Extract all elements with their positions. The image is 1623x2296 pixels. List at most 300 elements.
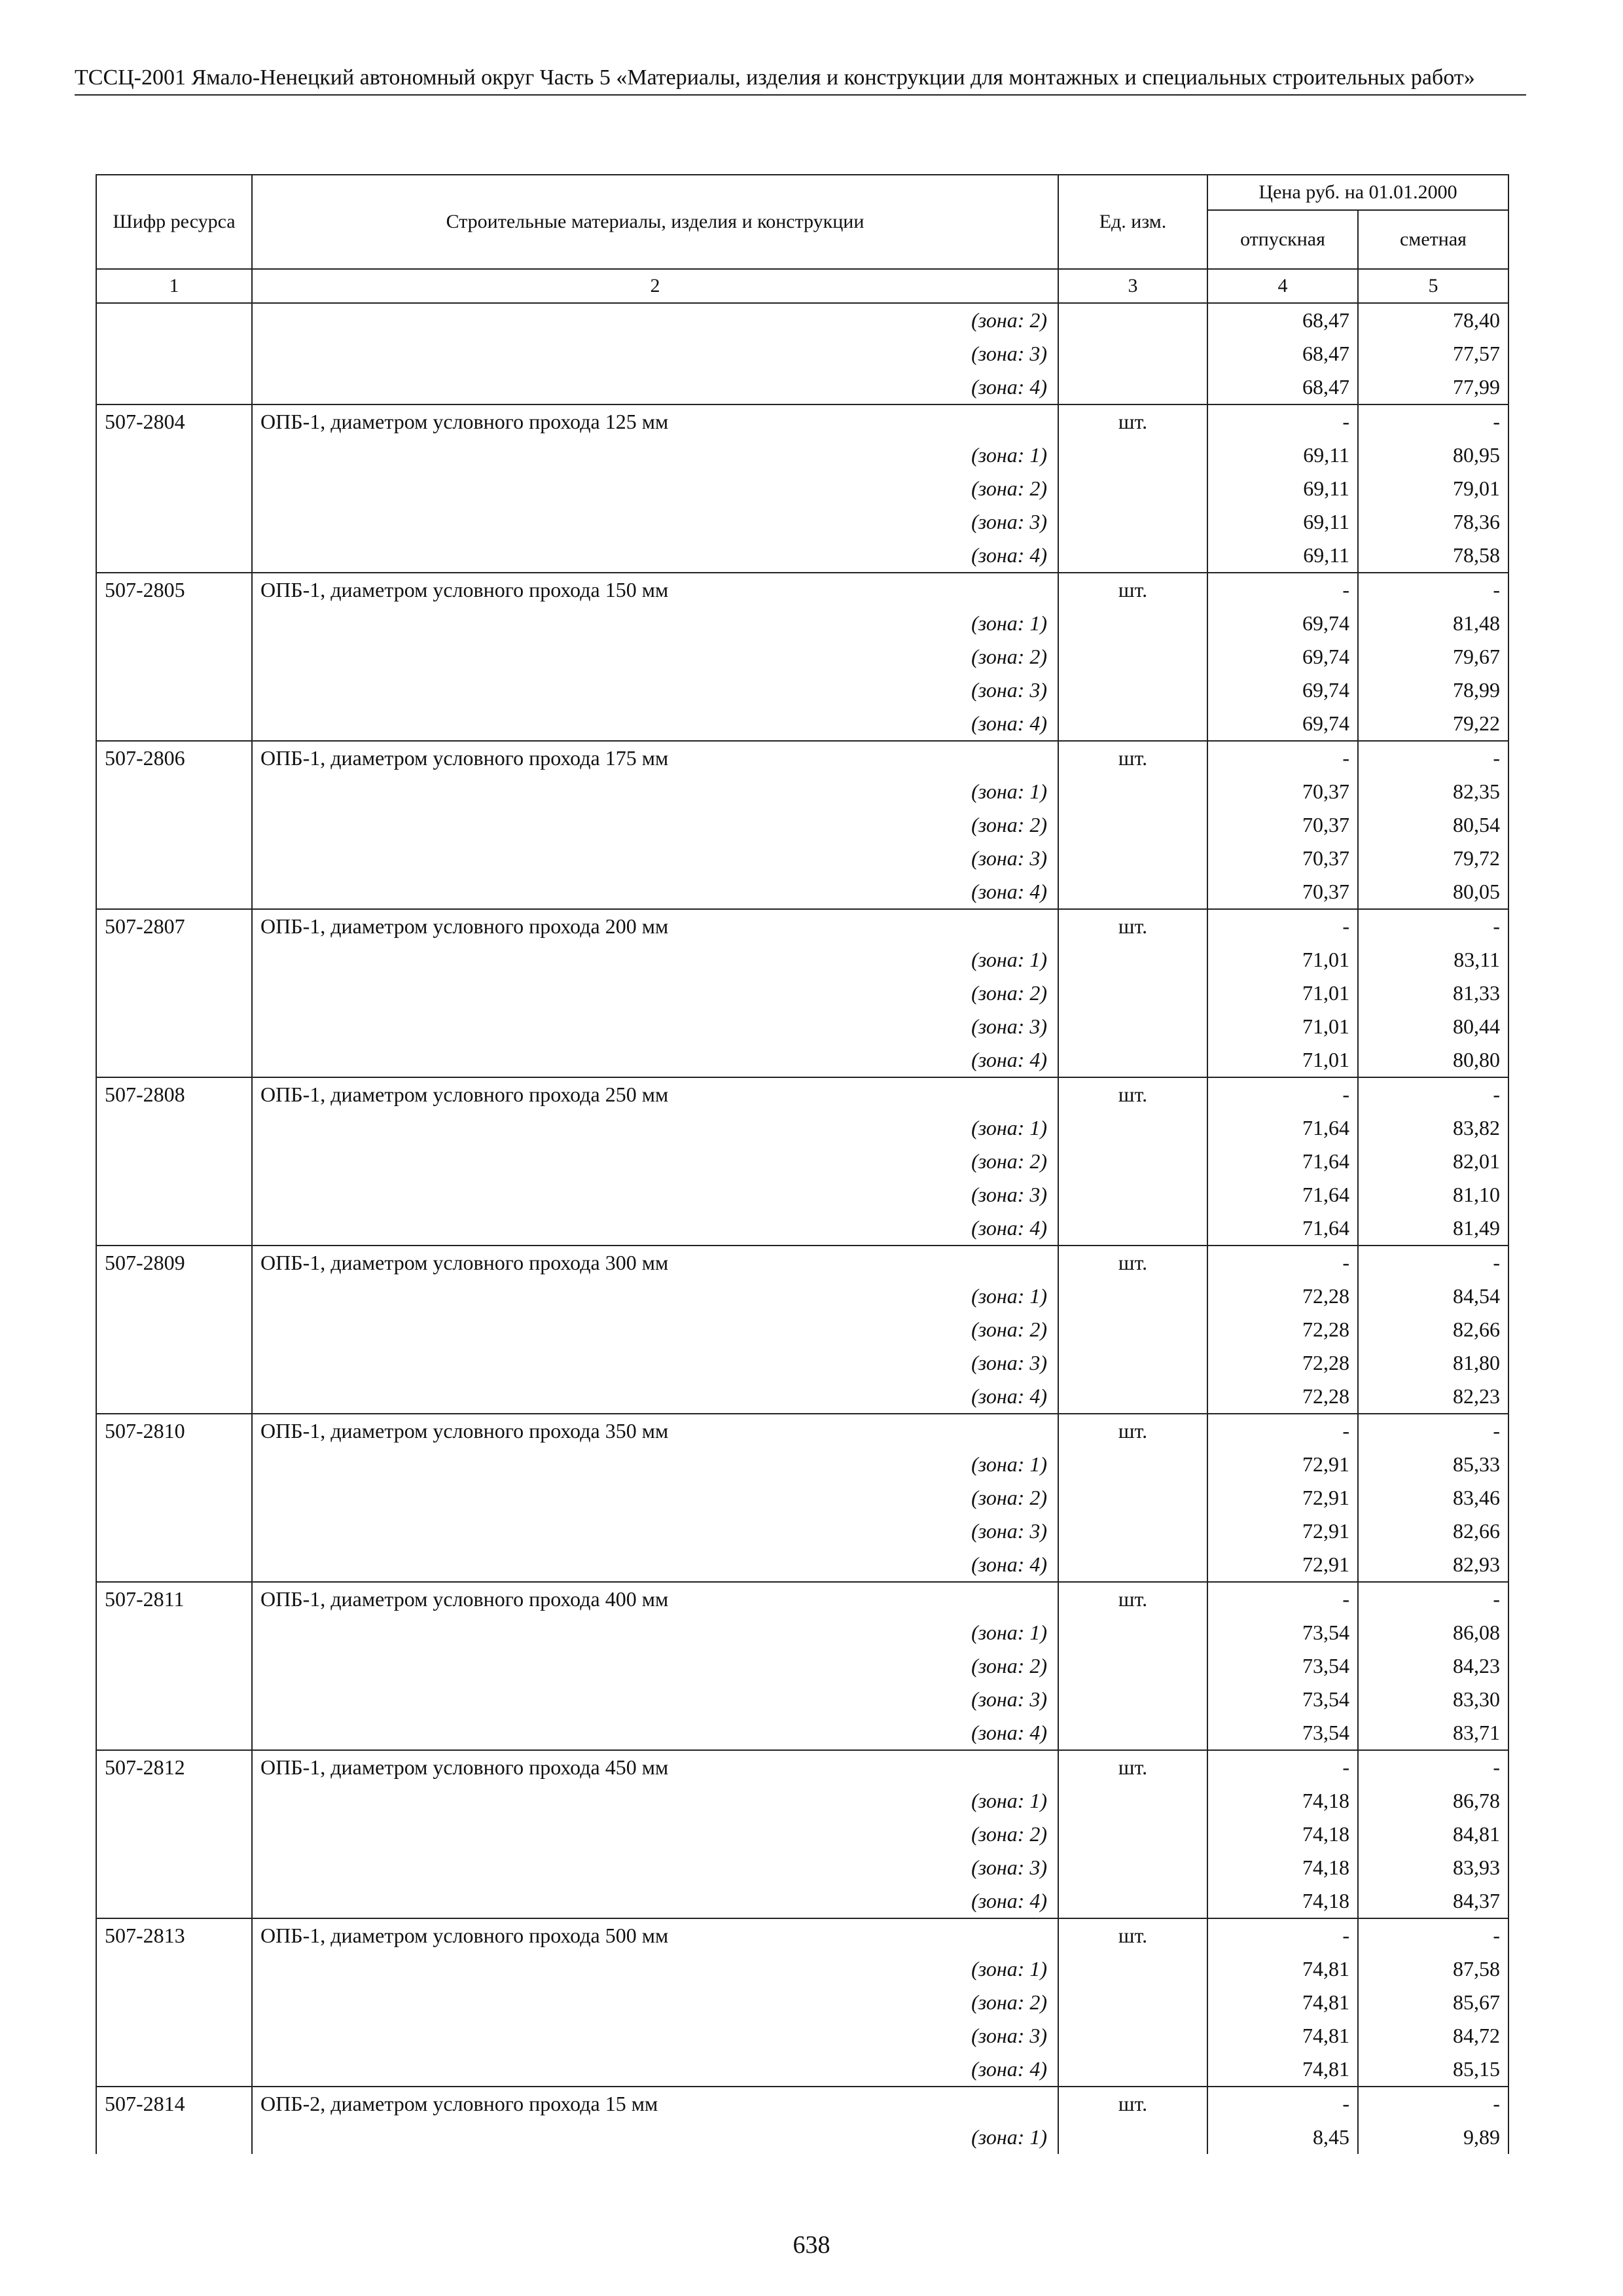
- resource-unit: шт.: [1058, 573, 1207, 607]
- release-price: 71,01: [1207, 1010, 1358, 1043]
- estimate-price: -: [1358, 1077, 1508, 1111]
- resource-code-cell: [96, 2053, 252, 2087]
- zone-row: [96, 2053, 1508, 2087]
- unit-cell: [1058, 673, 1207, 707]
- unit-cell: [1058, 1280, 1207, 1313]
- zone-row: [96, 1010, 1508, 1043]
- unit-cell: [1058, 1515, 1207, 1548]
- resource-code-cell: [96, 1515, 252, 1548]
- estimate-price: -: [1358, 404, 1508, 439]
- estimate-price: -: [1358, 2087, 1508, 2121]
- unit-cell: [1058, 439, 1207, 472]
- estimate-price: 84,54: [1358, 1280, 1508, 1313]
- zone-row: [96, 977, 1508, 1010]
- unit-cell: [1058, 977, 1207, 1010]
- unit-cell: [1058, 943, 1207, 977]
- zone-label: (зона: 4): [252, 707, 1058, 741]
- zone-label: (зона: 3): [252, 1010, 1058, 1043]
- resource-unit: шт.: [1058, 1750, 1207, 1784]
- resource-code-cell: [96, 607, 252, 640]
- release-price: 73,54: [1207, 1716, 1358, 1750]
- zone-label: (зона: 1): [252, 1616, 1058, 1649]
- estimate-price: 81,49: [1358, 1211, 1508, 1246]
- unit-cell: [1058, 640, 1207, 673]
- resource-code: 507-2809: [96, 1246, 252, 1280]
- release-price: 70,37: [1207, 842, 1358, 875]
- zone-label: (зона: 2): [252, 472, 1058, 505]
- resource-unit: шт.: [1058, 2087, 1207, 2121]
- unit-cell: [1058, 1548, 1207, 1582]
- zone-label: (зона: 4): [252, 539, 1058, 573]
- release-price: 72,28: [1207, 1380, 1358, 1414]
- zone-row: [96, 1986, 1508, 2019]
- resource-code: 507-2812: [96, 1750, 252, 1784]
- header-price-estimate: сметная: [1358, 210, 1508, 269]
- resource-code: 507-2807: [96, 909, 252, 943]
- release-price: -: [1207, 1077, 1358, 1111]
- resource-code-cell: [96, 1111, 252, 1145]
- release-price: 70,37: [1207, 808, 1358, 842]
- unit-cell: [1058, 2121, 1207, 2154]
- estimate-price: 82,23: [1358, 1380, 1508, 1414]
- zone-label: (зона: 2): [252, 1649, 1058, 1683]
- zone-label: (зона: 4): [252, 370, 1058, 404]
- zone-row: [96, 842, 1508, 875]
- estimate-price: 83,46: [1358, 1481, 1508, 1515]
- release-price: 74,18: [1207, 1851, 1358, 1884]
- release-price: 71,64: [1207, 1178, 1358, 1211]
- estimate-price: 78,58: [1358, 539, 1508, 573]
- zone-label: (зона: 2): [252, 1145, 1058, 1178]
- estimate-price: -: [1358, 741, 1508, 775]
- resource-name: ОПБ-1, диаметром условного прохода 125 мм: [252, 404, 1058, 439]
- zone-row: [96, 505, 1508, 539]
- zone-label: (зона: 1): [252, 943, 1058, 977]
- zone-label: (зона: 1): [252, 1280, 1058, 1313]
- estimate-price: 83,11: [1358, 943, 1508, 977]
- resource-code: 507-2811: [96, 1582, 252, 1616]
- unit-cell: [1058, 1649, 1207, 1683]
- estimate-price: 83,82: [1358, 1111, 1508, 1145]
- estimate-price: 81,33: [1358, 977, 1508, 1010]
- zone-label: (зона: 4): [252, 875, 1058, 909]
- zone-label: (зона: 2): [252, 303, 1058, 337]
- resource-code-cell: [96, 2121, 252, 2154]
- column-number: 4: [1207, 269, 1358, 303]
- release-price: 74,18: [1207, 1818, 1358, 1851]
- resource-unit: шт.: [1058, 741, 1207, 775]
- document-title: ТССЦ-2001 Ямало-Ненецкий автономный округ Часть 5 «Материалы, изделия и конструкции для монтажных и специальных строительных работ»: [75, 65, 1475, 90]
- estimate-price: 9,89: [1358, 2121, 1508, 2154]
- estimate-price: 82,66: [1358, 1515, 1508, 1548]
- unit-cell: [1058, 1716, 1207, 1750]
- resource-code-cell: [96, 439, 252, 472]
- zone-row: [96, 1380, 1508, 1414]
- release-price: -: [1207, 1582, 1358, 1616]
- column-number: 1: [96, 269, 252, 303]
- resource-unit: шт.: [1058, 1582, 1207, 1616]
- unit-cell: [1058, 337, 1207, 370]
- estimate-price: -: [1358, 909, 1508, 943]
- resource-unit: шт.: [1058, 404, 1207, 439]
- release-price: 72,28: [1207, 1280, 1358, 1313]
- estimate-price: 85,67: [1358, 1986, 1508, 2019]
- release-price: 69,74: [1207, 707, 1358, 741]
- estimate-price: -: [1358, 1582, 1508, 1616]
- estimate-price: 82,66: [1358, 1313, 1508, 1346]
- zone-row: [96, 1043, 1508, 1077]
- release-price: 68,47: [1207, 337, 1358, 370]
- zone-label: (зона: 2): [252, 808, 1058, 842]
- column-number: 2: [252, 269, 1058, 303]
- unit-cell: [1058, 1010, 1207, 1043]
- release-price: 72,28: [1207, 1346, 1358, 1380]
- estimate-price: 81,10: [1358, 1178, 1508, 1211]
- release-price: 71,64: [1207, 1145, 1358, 1178]
- zone-row: [96, 1145, 1508, 1178]
- resource-row: [96, 573, 1508, 607]
- unit-cell: [1058, 842, 1207, 875]
- release-price: -: [1207, 1246, 1358, 1280]
- estimate-price: 80,95: [1358, 439, 1508, 472]
- resource-code-cell: [96, 2019, 252, 2053]
- resource-row: [96, 1918, 1508, 1952]
- release-price: 69,74: [1207, 607, 1358, 640]
- unit-cell: [1058, 472, 1207, 505]
- resource-code-cell: [96, 943, 252, 977]
- release-price: 69,74: [1207, 640, 1358, 673]
- resource-code-cell: [96, 1481, 252, 1515]
- resource-code-cell: [96, 1716, 252, 1750]
- estimate-price: 80,44: [1358, 1010, 1508, 1043]
- unit-cell: [1058, 1448, 1207, 1481]
- unit-cell: [1058, 1178, 1207, 1211]
- unit-cell: [1058, 1111, 1207, 1145]
- resource-code-cell: [96, 1313, 252, 1346]
- unit-cell: [1058, 505, 1207, 539]
- zone-label: (зона: 3): [252, 1515, 1058, 1548]
- zone-row: [96, 2019, 1508, 2053]
- zone-label: (зона: 2): [252, 1313, 1058, 1346]
- release-price: 72,91: [1207, 1515, 1358, 1548]
- zone-row: [96, 1548, 1508, 1582]
- header-unit: Ед. изм.: [1058, 175, 1207, 269]
- header-code: Шифр ресурса: [96, 175, 252, 269]
- unit-cell: [1058, 1145, 1207, 1178]
- unit-cell: [1058, 2019, 1207, 2053]
- resource-name: ОПБ-1, диаметром условного прохода 450 мм: [252, 1750, 1058, 1784]
- zone-row: [96, 1178, 1508, 1211]
- release-price: -: [1207, 1918, 1358, 1952]
- document-header: [75, 64, 1526, 96]
- unit-cell: [1058, 607, 1207, 640]
- unit-cell: [1058, 1211, 1207, 1246]
- zone-row: [96, 707, 1508, 741]
- zone-row: [96, 607, 1508, 640]
- zone-row: [96, 303, 1508, 337]
- zone-row: [96, 1280, 1508, 1313]
- zone-label: (зона: 2): [252, 1818, 1058, 1851]
- resource-name: ОПБ-1, диаметром условного прохода 300 мм: [252, 1246, 1058, 1280]
- resource-row: [96, 1414, 1508, 1448]
- zone-label: (зона: 3): [252, 842, 1058, 875]
- zone-label: (зона: 1): [252, 2121, 1058, 2154]
- estimate-price: 79,22: [1358, 707, 1508, 741]
- resource-code: 507-2814: [96, 2087, 252, 2121]
- release-price: 73,54: [1207, 1649, 1358, 1683]
- estimate-price: 79,72: [1358, 842, 1508, 875]
- release-price: -: [1207, 909, 1358, 943]
- resource-name: ОПБ-1, диаметром условного прохода 400 мм: [252, 1582, 1058, 1616]
- zone-label: (зона: 2): [252, 1481, 1058, 1515]
- resource-code-cell: [96, 1616, 252, 1649]
- release-price: 68,47: [1207, 370, 1358, 404]
- header-price-release: отпускная: [1207, 210, 1358, 269]
- estimate-price: -: [1358, 1750, 1508, 1784]
- zone-label: (зона: 1): [252, 607, 1058, 640]
- zone-row: [96, 1211, 1508, 1246]
- zone-row: [96, 1515, 1508, 1548]
- release-price: 71,01: [1207, 1043, 1358, 1077]
- release-price: 72,91: [1207, 1481, 1358, 1515]
- unit-cell: [1058, 808, 1207, 842]
- estimate-price: 80,54: [1358, 808, 1508, 842]
- zone-label: (зона: 4): [252, 1548, 1058, 1582]
- resource-code-cell: [96, 640, 252, 673]
- zone-label: (зона: 2): [252, 1986, 1058, 2019]
- zone-row: [96, 775, 1508, 808]
- zone-row: [96, 1649, 1508, 1683]
- resource-row: [96, 2087, 1508, 2121]
- resource-unit: шт.: [1058, 1246, 1207, 1280]
- resource-code-cell: [96, 1884, 252, 1918]
- zone-row: [96, 808, 1508, 842]
- price-table-container: [96, 174, 1508, 2154]
- resource-code-cell: [96, 1683, 252, 1716]
- estimate-price: 83,30: [1358, 1683, 1508, 1716]
- zone-label: (зона: 1): [252, 1784, 1058, 1818]
- estimate-price: 84,23: [1358, 1649, 1508, 1683]
- release-price: 74,81: [1207, 1952, 1358, 1986]
- resource-code-cell: [96, 1952, 252, 1986]
- release-price: 71,64: [1207, 1211, 1358, 1246]
- resource-unit: шт.: [1058, 1414, 1207, 1448]
- zone-label: (зона: 4): [252, 2053, 1058, 2087]
- resource-code-cell: [96, 303, 252, 337]
- resource-row: [96, 1246, 1508, 1280]
- estimate-price: 79,67: [1358, 640, 1508, 673]
- resource-code-cell: [96, 337, 252, 370]
- resource-code-cell: [96, 707, 252, 741]
- zone-label: (зона: 1): [252, 775, 1058, 808]
- unit-cell: [1058, 1818, 1207, 1851]
- header-price-group: Цена руб. на 01.01.2000: [1207, 175, 1508, 210]
- estimate-price: -: [1358, 1414, 1508, 1448]
- estimate-price: 80,05: [1358, 875, 1508, 909]
- release-price: -: [1207, 1414, 1358, 1448]
- zone-row: [96, 439, 1508, 472]
- column-number: 3: [1058, 269, 1207, 303]
- resource-row: [96, 741, 1508, 775]
- resource-code: 507-2805: [96, 573, 252, 607]
- unit-cell: [1058, 1043, 1207, 1077]
- resource-code-cell: [96, 539, 252, 573]
- estimate-price: 87,58: [1358, 1952, 1508, 1986]
- resource-code-cell: [96, 1010, 252, 1043]
- release-price: 74,18: [1207, 1784, 1358, 1818]
- release-price: 72,91: [1207, 1448, 1358, 1481]
- zone-row: [96, 1616, 1508, 1649]
- zone-row: [96, 539, 1508, 573]
- estimate-price: 82,93: [1358, 1548, 1508, 1582]
- unit-cell: [1058, 1313, 1207, 1346]
- release-price: -: [1207, 573, 1358, 607]
- release-price: 74,81: [1207, 2053, 1358, 2087]
- resource-code: 507-2813: [96, 1918, 252, 1952]
- release-price: 69,11: [1207, 505, 1358, 539]
- column-number: 5: [1358, 269, 1508, 303]
- zone-row: [96, 875, 1508, 909]
- resource-row: [96, 1077, 1508, 1111]
- release-price: -: [1207, 741, 1358, 775]
- price-table: [96, 174, 1509, 2154]
- resource-name: ОПБ-1, диаметром условного прохода 250 мм: [252, 1077, 1058, 1111]
- resource-row: [96, 909, 1508, 943]
- resource-code: 507-2810: [96, 1414, 252, 1448]
- release-price: 74,81: [1207, 1986, 1358, 2019]
- zone-label: (зона: 3): [252, 1683, 1058, 1716]
- release-price: 71,01: [1207, 977, 1358, 1010]
- zone-row: [96, 1481, 1508, 1515]
- zone-row: [96, 1448, 1508, 1481]
- resource-code-cell: [96, 1145, 252, 1178]
- unit-cell: [1058, 1481, 1207, 1515]
- estimate-price: 86,78: [1358, 1784, 1508, 1818]
- resource-code-cell: [96, 1178, 252, 1211]
- estimate-price: 82,35: [1358, 775, 1508, 808]
- resource-code-cell: [96, 1784, 252, 1818]
- resource-code-cell: [96, 673, 252, 707]
- resource-code-cell: [96, 842, 252, 875]
- release-price: 71,64: [1207, 1111, 1358, 1145]
- unit-cell: [1058, 707, 1207, 741]
- unit-cell: [1058, 1986, 1207, 2019]
- estimate-price: 80,80: [1358, 1043, 1508, 1077]
- zone-row: [96, 640, 1508, 673]
- resource-code-cell: [96, 775, 252, 808]
- zone-row: [96, 1818, 1508, 1851]
- zone-row: [96, 1111, 1508, 1145]
- release-price: 69,11: [1207, 472, 1358, 505]
- zone-label: (зона: 3): [252, 505, 1058, 539]
- zone-row: [96, 1683, 1508, 1716]
- release-price: 69,11: [1207, 539, 1358, 573]
- resource-code-cell: [96, 370, 252, 404]
- table-body: [96, 303, 1508, 2154]
- unit-cell: [1058, 1616, 1207, 1649]
- estimate-price: 85,33: [1358, 1448, 1508, 1481]
- unit-cell: [1058, 875, 1207, 909]
- estimate-price: 81,80: [1358, 1346, 1508, 1380]
- zone-label: (зона: 4): [252, 1043, 1058, 1077]
- resource-row: [96, 404, 1508, 439]
- zone-label: (зона: 1): [252, 1448, 1058, 1481]
- estimate-price: 81,48: [1358, 607, 1508, 640]
- zone-row: [96, 1952, 1508, 1986]
- zone-label: (зона: 1): [252, 1952, 1058, 1986]
- release-price: 70,37: [1207, 775, 1358, 808]
- release-price: 72,28: [1207, 1313, 1358, 1346]
- estimate-price: 77,57: [1358, 337, 1508, 370]
- estimate-price: 83,71: [1358, 1716, 1508, 1750]
- zone-label: (зона: 3): [252, 1346, 1058, 1380]
- resource-name: ОПБ-1, диаметром условного прохода 175 мм: [252, 741, 1058, 775]
- page-number: 638: [793, 2231, 830, 2259]
- release-price: -: [1207, 2087, 1358, 2121]
- resource-name: ОПБ-1, диаметром условного прохода 200 мм: [252, 909, 1058, 943]
- zone-row: [96, 1784, 1508, 1818]
- zone-row: [96, 472, 1508, 505]
- zone-row: [96, 1851, 1508, 1884]
- resource-code-cell: [96, 1649, 252, 1683]
- release-price: -: [1207, 404, 1358, 439]
- estimate-price: -: [1358, 573, 1508, 607]
- estimate-price: -: [1358, 1246, 1508, 1280]
- estimate-price: 83,93: [1358, 1851, 1508, 1884]
- zone-label: (зона: 2): [252, 977, 1058, 1010]
- release-price: 73,54: [1207, 1616, 1358, 1649]
- resource-code-cell: [96, 875, 252, 909]
- zone-row: [96, 2121, 1508, 2154]
- resource-unit: шт.: [1058, 1077, 1207, 1111]
- zone-label: (зона: 3): [252, 2019, 1058, 2053]
- unit-cell: [1058, 1784, 1207, 1818]
- unit-cell: [1058, 1851, 1207, 1884]
- release-price: 68,47: [1207, 303, 1358, 337]
- estimate-price: 77,99: [1358, 370, 1508, 404]
- unit-cell: [1058, 1683, 1207, 1716]
- resource-code-cell: [96, 1346, 252, 1380]
- zone-label: (зона: 3): [252, 1178, 1058, 1211]
- resource-code-cell: [96, 1818, 252, 1851]
- resource-code-cell: [96, 1043, 252, 1077]
- release-price: -: [1207, 1750, 1358, 1784]
- estimate-price: 78,99: [1358, 673, 1508, 707]
- release-price: 72,91: [1207, 1548, 1358, 1582]
- resource-name: ОПБ-1, диаметром условного прохода 500 мм: [252, 1918, 1058, 1952]
- resource-code-cell: [96, 808, 252, 842]
- estimate-price: 84,81: [1358, 1818, 1508, 1851]
- zone-row: [96, 943, 1508, 977]
- zone-label: (зона: 4): [252, 1716, 1058, 1750]
- resource-code: 507-2808: [96, 1077, 252, 1111]
- resource-code-cell: [96, 1548, 252, 1582]
- release-price: 74,81: [1207, 2019, 1358, 2053]
- zone-row: [96, 370, 1508, 404]
- unit-cell: [1058, 1380, 1207, 1414]
- zone-row: [96, 1716, 1508, 1750]
- zone-row: [96, 1346, 1508, 1380]
- release-price: 8,45: [1207, 2121, 1358, 2154]
- estimate-price: 84,37: [1358, 1884, 1508, 1918]
- zone-label: (зона: 3): [252, 1851, 1058, 1884]
- zone-label: (зона: 1): [252, 439, 1058, 472]
- header-description: Строительные материалы, изделия и конструкции: [252, 175, 1058, 269]
- zone-label: (зона: 4): [252, 1211, 1058, 1246]
- release-price: 71,01: [1207, 943, 1358, 977]
- resource-code-cell: [96, 977, 252, 1010]
- resource-code-cell: [96, 1851, 252, 1884]
